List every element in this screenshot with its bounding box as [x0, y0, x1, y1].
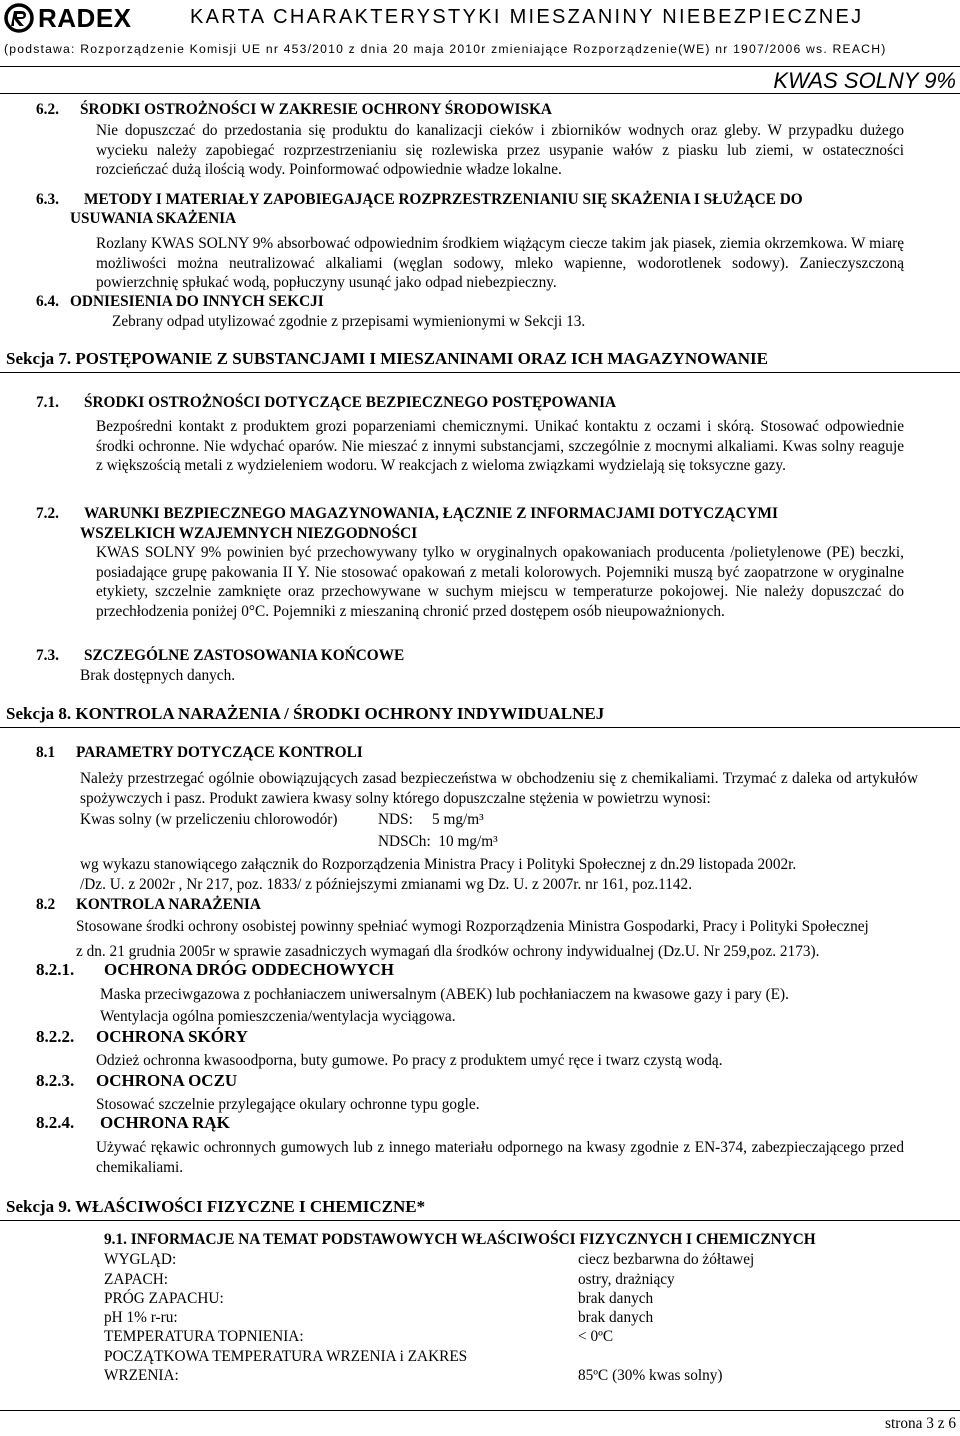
- subsection-heading: 9.1. INFORMACJE NA TEMAT PODSTAWOWYCH WŁAŚCIWOŚCI FIZYCZNYCH I CHEMICZNYCH: [104, 1231, 816, 1248]
- radex-logo: [4, 2, 132, 34]
- logo-text: RADEX: [38, 2, 132, 33]
- section-body: Brak dostępnych danych.: [80, 667, 236, 684]
- document-title: KARTA CHARAKTERYSTYKI MIESZANINY NIEBEZPIECZNEJ: [190, 6, 864, 28]
- section-number: 7.1.: [36, 394, 59, 411]
- property-value: ostry, drażniący: [578, 1271, 675, 1288]
- section-body: Wentylacja ogólna pomieszczenia/wentylacja wyciągowa.: [100, 1008, 456, 1025]
- property-value: < 0ºC: [578, 1328, 614, 1345]
- section-body: Rozlany KWAS SOLNY 9% absorbować odpowiednim środkiem wiążącym ciecze takim jak piasek, ziemia okrzemkowa. W miarę możliwości można neutralizować alkaliami (węglan sodowy, mleko wapienne, wodorotlenek sodowy). Zanieczyszczoną powierzchnię spłukać wodą, popłuczyny usunąć jako odpad niebezpieczny.: [96, 235, 904, 291]
- section-number: 8.2.3.: [36, 1071, 75, 1090]
- property-value: 85ºC (30% kwas solny): [578, 1367, 723, 1384]
- substance-name: Kwas solny (w przeliczeniu chlorowodór): [80, 811, 338, 828]
- property-key: TEMPERATURA TOPNIENIA:: [104, 1328, 304, 1345]
- section-heading: OCHRONA DRÓG ODDECHOWYCH: [104, 960, 394, 979]
- section-heading: OCHRONA RĄK: [100, 1113, 230, 1132]
- section-body: Stosowane środki ochrony osobistej powinny spełniać wymogi Rozporządzenia Ministra Gospodarki, Pracy i Polityki Społecznej: [76, 918, 869, 935]
- section-heading: METODY I MATERIAŁY ZAPOBIEGAJĄCE ROZPRZESTRZENIANIU SIĘ SKAŻENIA I SŁUŻĄCE DO: [84, 191, 803, 208]
- section-label: Sekcja 8.: [6, 704, 72, 723]
- page-number: strona 3 z 6: [885, 1415, 956, 1432]
- section-body: KWAS SOLNY 9% powinien być przechowywany tylko w oryginalnych opakowaniach producenta /polietylenowe (PE) beczki, posiadające grupę pakowania II Y. Nie stosować opakowań z metali kolorowych. Pojemniki muszą być zaopatrzone w oryginalne etykiety, szczelnie zamknięte oraz przechowywane w suchym miejscu w temperaturze pokojowej. Nie należy dopuszczać do przechłodzenia poniżej 0°C. Pojemniki z mieszaniną chronić przed dostępem osób nieupoważnionych.: [96, 544, 904, 620]
- section-heading: ŚRODKI OSTROŻNOŚCI DOTYCZĄCE BEZPIECZNEGO POSTĘPOWANIA: [84, 394, 617, 411]
- section-number: 8.2.4.: [36, 1113, 75, 1132]
- section-rule: [0, 727, 960, 728]
- section-title: WŁAŚCIWOŚCI FIZYCZNE I CHEMICZNE*: [75, 1197, 426, 1216]
- section-body: Stosować szczelnie przylegające okulary ochronne typu gogle.: [96, 1096, 480, 1113]
- section-number: 6.4.: [36, 293, 59, 310]
- section-number: 8.2.2.: [36, 1027, 75, 1046]
- product-name: KWAS SOLNY 9%: [773, 68, 956, 93]
- property-value: brak danych: [578, 1290, 654, 1307]
- section-7-heading: [6, 349, 768, 369]
- section-heading-cont: WSZELKICH WZAJEMNYCH NIEZGODNOŚCI: [80, 525, 418, 542]
- section-rule: [0, 372, 960, 373]
- section-body: Nie dopuszczać do przedostania się produktu do kanalizacji cieków i zbiorników wodnych oraz gleby. W przypadku dużego wycieku należy zapobiegać rozprzestrzenianiu się rozlewiska przez usypanie wałów z piasku lub ziemi, w ostateczności rozcieńczać dużą ilością wody. Poinformować odpowiednie władze lokalne.: [96, 122, 904, 178]
- section-body: Używać rękawic ochronnych gumowych lub z innego materiału odpornego na kwasy zgodnie z EN-374, zabezpieczającego przed chemikaliami.: [96, 1139, 904, 1176]
- property-key: WYGLĄD:: [104, 1251, 177, 1268]
- section-heading-cont: USUWANIA SKAŻENIA: [70, 210, 237, 227]
- section-number: 7.2.: [36, 505, 59, 522]
- section-number: 6.2.: [36, 101, 59, 118]
- section-number: 6.3.: [36, 191, 59, 208]
- regulation-reference: wg wykazu stanowiącego załącznik do Rozporządzenia Ministra Pracy i Polityki Społecznej z dn.29 listopada 2002r.: [80, 856, 797, 873]
- section-label: Sekcja 9.: [6, 1197, 72, 1216]
- section-rule: [0, 1220, 960, 1221]
- section-title: POSTĘPOWANIE Z SUBSTANCJAMI I MIESZANINAMI ORAZ ICH MAGAZYNOWANIE: [75, 349, 768, 368]
- radex-logo-icon: [4, 3, 34, 33]
- header-rule-2: [0, 93, 960, 94]
- section-heading: OCHRONA OCZU: [96, 1071, 238, 1090]
- section-heading: SZCZEGÓLNE ZASTOSOWANIA KOŃCOWE: [84, 647, 405, 664]
- regulation-reference: /Dz. U. z 2002r , Nr 217, poz. 1833/ z późniejszymi zmianami wg Dz. U. z 2007r. nr 161, poz.1142.: [80, 876, 693, 893]
- section-body: z dn. 21 grudnia 2005r w sprawie zasadniczych wymagań dla środków ochrony indywidualnej (Dz.U. Nr 259,poz. 2173).: [76, 943, 820, 960]
- property-key: pH 1% r-ru:: [104, 1309, 178, 1326]
- section-heading: OCHRONA SKÓRY: [96, 1027, 248, 1046]
- footer-rule: [0, 1410, 960, 1411]
- section-number: 8.2.1.: [36, 960, 75, 979]
- section-body: Bezpośredni kontakt z produktem grozi poparzeniami chemicznymi. Unikać kontaktu z oczami i skórą. Stosować odpowiednie środki ochronne. Nie wdychać oparów. Nie mieszać z innymi substancjami, szczególnie z mocnymi alkaliami. Kwas solny reaguje z większością metali z wydzieleniem wodoru. W reakcjach z wieloma związkami wydzielają się toksyczne gazy.: [96, 418, 904, 474]
- section-body: Maska przeciwgazowa z pochłaniaczem uniwersalnym (ABEK) lub pochłaniaczem na kwasowe gazy i pary (E).: [100, 986, 789, 1003]
- property-key: WRZENIA:: [104, 1367, 179, 1384]
- property-key: PRÓG ZAPACHU:: [104, 1290, 224, 1307]
- section-title: KONTROLA NARAŻENIA / ŚRODKI OCHRONY INDYWIDUALNEJ: [75, 704, 605, 723]
- section-body: Należy przestrzegać ogólnie obowiązujących zasad bezpieczeństwa w obchodzeniu się z chemikaliami. Trzymać z daleka od artykułów spożywczych i pasz. Produkt zawiera kwasy solny którego dopuszczalne stężenia w powietrzu wynosi:: [80, 770, 918, 807]
- section-body: Odzież ochronna kwasoodporna, buty gumowe. Po pracy z produktem umyć ręce i twarz czystą wodą.: [96, 1052, 723, 1069]
- section-heading: KONTROLA NARAŻENIA: [76, 896, 261, 913]
- section-heading: ODNIESIENIA DO INNYCH SEKCJI: [70, 293, 324, 310]
- property-value: brak danych: [578, 1309, 654, 1326]
- section-body: Zebrany odpad utylizować zgodnie z przepisami wymienionymi w Sekcji 13.: [112, 313, 586, 330]
- ndsch-value: NDSCh: 10 mg/m³: [378, 833, 498, 850]
- header-rule: [0, 66, 960, 67]
- property-key: POCZĄTKOWA TEMPERATURA WRZENIA i ZAKRES: [104, 1348, 468, 1365]
- section-heading: WARUNKI BEZPIECZNEGO MAGAZYNOWANIA, ŁĄCZNIE Z INFORMACJAMI DOTYCZĄCYMI: [84, 505, 778, 522]
- section-number: 8.1: [36, 744, 56, 761]
- nds-value: NDS: 5 mg/m³: [378, 811, 484, 828]
- document-subtitle: (podstawa: Rozporządzenie Komisji UE nr 453/2010 z dnia 20 maja 2010r zmieniające Rozporządzenie(WE) nr 1907/2006 ws. REACH): [4, 42, 887, 56]
- section-number: 7.3.: [36, 647, 59, 664]
- section-8-heading: [6, 704, 604, 724]
- section-9-heading: [6, 1197, 425, 1217]
- section-number: 8.2: [36, 896, 56, 913]
- property-key: ZAPACH:: [104, 1271, 169, 1288]
- property-value: ciecz bezbarwna do żółtawej: [578, 1251, 755, 1268]
- section-heading: PARAMETRY DOTYCZĄCE KONTROLI: [76, 744, 363, 761]
- section-label: Sekcja 7.: [6, 349, 72, 368]
- section-heading: ŚRODKI OSTROŻNOŚCI W ZAKRESIE OCHRONY ŚRODOWISKA: [80, 101, 552, 118]
